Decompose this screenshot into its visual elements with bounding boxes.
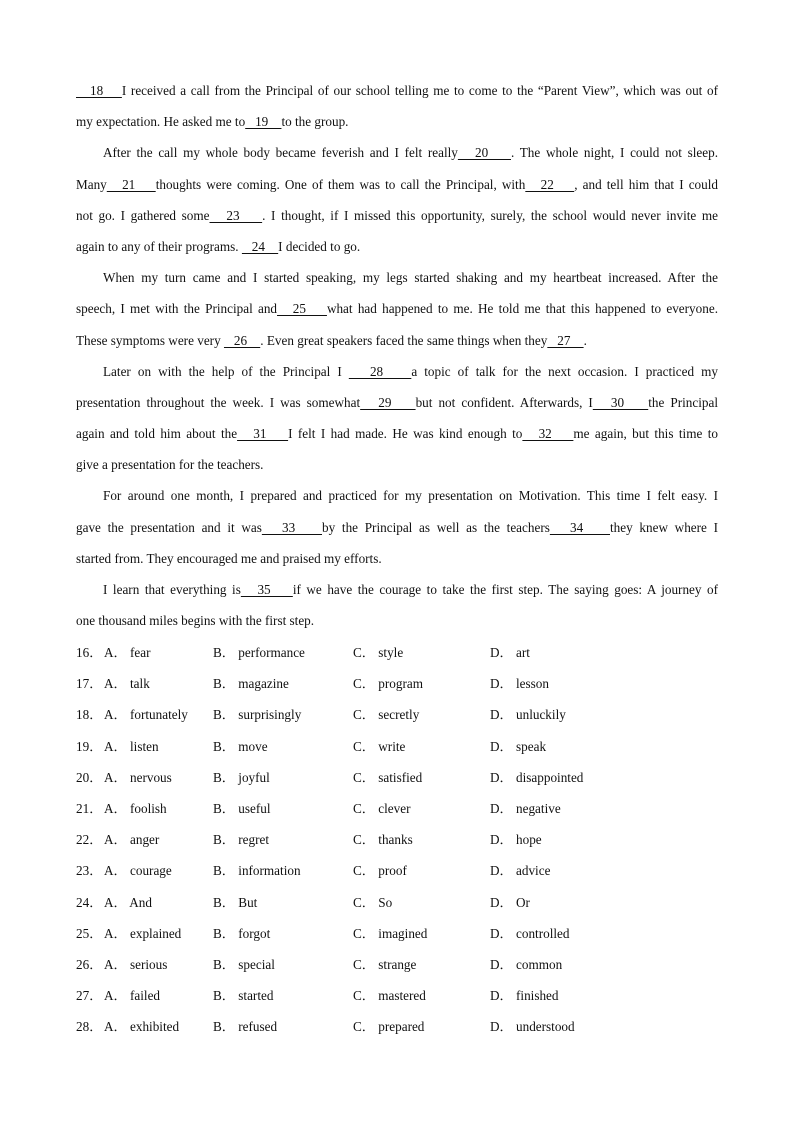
- option-b: B． surprisingly: [213, 707, 302, 723]
- question-number: 19．: [76, 738, 103, 754]
- option-a: A． listen: [104, 738, 159, 754]
- answer-blank: 24: [241, 238, 279, 254]
- passage-line: [76, 360, 718, 391]
- option-a: A． failed: [104, 988, 161, 1004]
- answer-blank: 21: [106, 176, 156, 192]
- passage-text: After the call my whole body became feverish and I felt really: [103, 145, 458, 161]
- passage-text: . Even great speakers faced the same things when they: [260, 332, 548, 348]
- answer-blank: 25: [277, 301, 327, 317]
- question-row: [76, 703, 736, 734]
- answer-blank: 31: [237, 426, 289, 442]
- option-a: A． foolish: [104, 800, 167, 816]
- answer-blank: 32: [522, 426, 574, 442]
- option-a: A． fear: [104, 645, 151, 660]
- question-row: [76, 1015, 736, 1046]
- option-c: C． strange: [353, 956, 417, 972]
- answer-blank: 22: [525, 176, 575, 192]
- answer-options: [76, 641, 736, 1046]
- question-row: [76, 641, 736, 672]
- passage-text: These symptoms were very: [76, 332, 224, 348]
- passage-text: gave the presentation and it was: [76, 519, 262, 535]
- passage-text: again to any of their programs.: [76, 238, 242, 254]
- option-b: B． regret: [213, 832, 270, 848]
- answer-blank: 23: [209, 207, 263, 223]
- question-number: 24．: [76, 894, 103, 910]
- passage-line: [76, 609, 718, 640]
- option-d: D． advice: [490, 863, 551, 879]
- passage-line: [76, 141, 718, 172]
- passage-line: [76, 204, 718, 235]
- question-row: [76, 859, 736, 890]
- passage-text: me again, but this time to: [573, 426, 718, 442]
- question-row: [76, 922, 736, 953]
- option-a: A． talk: [104, 676, 150, 692]
- option-c: C． style: [353, 645, 404, 660]
- option-a: A． fortunately: [104, 707, 188, 723]
- passage-text: a topic of talk for the next occasion. I practiced my: [411, 363, 719, 379]
- passage-text: , and tell him that I could: [574, 176, 718, 192]
- option-b: B． But: [213, 894, 258, 910]
- passage-text: give a presentation for the teachers.: [76, 457, 264, 473]
- passage-text: the Principal: [648, 394, 718, 410]
- passage-text: my expectation. He asked me to: [76, 114, 246, 130]
- question-number: 23．: [76, 863, 103, 879]
- passage-line: [76, 422, 718, 453]
- option-a: A． courage: [104, 863, 172, 879]
- option-c: C． secretly: [353, 707, 420, 723]
- question-row: [76, 953, 736, 984]
- question-number: 22．: [76, 832, 103, 848]
- answer-blank: 33: [261, 519, 323, 535]
- answer-blank: 19: [245, 114, 282, 130]
- passage-text: I learn that everything is: [103, 582, 241, 597]
- option-b: B． refused: [213, 1019, 278, 1035]
- question-number: 17．: [76, 676, 103, 692]
- cloze-passage: [76, 79, 718, 640]
- passage-text: not go. I gathered some: [76, 207, 210, 223]
- passage-text: they knew where I: [610, 519, 718, 535]
- option-c: C． thanks: [353, 832, 413, 848]
- option-b: B． magazine: [213, 676, 289, 692]
- passage-line: [76, 391, 718, 422]
- answer-blank: 35: [240, 582, 293, 597]
- question-number: 27．: [76, 988, 103, 1004]
- passage-text: Many: [76, 176, 107, 192]
- question-row: [76, 891, 736, 922]
- option-b: B． forgot: [213, 925, 271, 941]
- answer-blank: 18: [76, 83, 122, 98]
- answer-blank: 28: [348, 363, 412, 379]
- passage-line: [76, 516, 718, 547]
- passage-line: [76, 266, 718, 297]
- option-a: A． nervous: [104, 769, 172, 785]
- option-b: B． information: [213, 863, 301, 879]
- passage-text: by the Principal as well as the teachers: [322, 519, 550, 535]
- passage-line: [76, 578, 718, 609]
- passage-text: speech, I met with the Principal and: [76, 301, 278, 317]
- answer-blank: 20: [457, 145, 511, 161]
- answer-blank: 29: [360, 394, 416, 410]
- option-b: B． performance: [213, 645, 305, 660]
- question-number: 20．: [76, 769, 103, 785]
- option-d: D． art: [490, 645, 530, 660]
- option-c: C． write: [353, 738, 406, 754]
- answer-blank: 27: [547, 332, 584, 348]
- question-row: [76, 735, 736, 766]
- question-row: [76, 766, 736, 797]
- option-a: A． anger: [104, 832, 160, 848]
- option-c: C． So: [353, 894, 393, 910]
- passage-text: . The whole night, I could not sleep.: [510, 145, 719, 161]
- question-number: 25．: [76, 925, 103, 941]
- passage-line: [76, 173, 718, 204]
- passage-line: [76, 297, 718, 328]
- option-b: B． special: [213, 956, 275, 972]
- option-a: A． And: [104, 894, 152, 910]
- answer-blank: 34: [549, 519, 610, 535]
- passage-line: [76, 484, 718, 515]
- passage-text: .: [583, 332, 587, 348]
- question-row: [76, 672, 736, 703]
- passage-text: what had happened to me. He told me that this happened to everyone.: [326, 301, 718, 317]
- option-c: C． proof: [353, 863, 407, 879]
- option-b: B． useful: [213, 800, 271, 816]
- passage-text: thoughts were coming. One of them was to call the Principal, with: [155, 176, 526, 192]
- passage-text: started from. They encouraged me and praised my efforts.: [76, 550, 382, 566]
- question-row: [76, 797, 736, 828]
- passage-text: but not confident. Afterwards, I: [415, 394, 593, 410]
- passage-line: [76, 329, 718, 360]
- passage-text: . I thought, if I missed this opportunity, surely, the school would never invite me: [262, 207, 718, 223]
- passage-text: one thousand miles begins with the first step.: [76, 613, 315, 629]
- answer-blank: 26: [223, 332, 261, 348]
- question-row: [76, 828, 736, 859]
- option-d: D． speak: [490, 738, 547, 754]
- option-d: D． hope: [490, 832, 542, 848]
- option-c: C． satisfied: [353, 769, 423, 785]
- option-b: B． started: [213, 988, 274, 1004]
- option-d: D． Or: [490, 894, 530, 910]
- option-d: D． controlled: [490, 925, 570, 941]
- passage-text: When my turn came and I started speaking, my legs started shaking and my heartbeat increased. After the: [103, 270, 718, 286]
- option-a: A． exhibited: [104, 1019, 180, 1035]
- passage-line: [76, 235, 718, 266]
- passage-text: presentation throughout the week. I was somewhat: [76, 394, 361, 410]
- option-c: C． clever: [353, 800, 411, 816]
- option-b: B． move: [213, 738, 268, 754]
- passage-text: if we have the courage to take the first step. The saying goes: A journey of: [292, 582, 719, 597]
- passage-text: I decided to go.: [278, 238, 361, 254]
- option-d: D． lesson: [490, 676, 549, 692]
- option-a: A． explained: [104, 925, 182, 941]
- option-c: C． program: [353, 676, 423, 692]
- passage-text: I felt I had made. He was kind enough to: [288, 426, 523, 442]
- question-number: 16．: [76, 645, 103, 660]
- question-number: 28．: [76, 1019, 103, 1035]
- passage-text: For around one month, I prepared and practiced for my presentation on Motivation. This time I felt easy. I: [103, 488, 718, 504]
- option-c: C． prepared: [353, 1019, 425, 1035]
- passage-line: [76, 453, 718, 484]
- passage-text: again and told him about the: [76, 426, 238, 442]
- option-c: C． mastered: [353, 988, 426, 1004]
- passage-line: [76, 547, 718, 578]
- option-c: C． imagined: [353, 925, 428, 941]
- option-b: B． joyful: [213, 769, 270, 785]
- passage-text: Later on with the help of the Principal I: [103, 363, 349, 379]
- option-d: D． unluckily: [490, 707, 566, 723]
- option-d: D． finished: [490, 988, 559, 1004]
- passage-line: [76, 79, 718, 110]
- question-number: 21．: [76, 800, 103, 816]
- option-d: D． understood: [490, 1019, 575, 1035]
- question-number: 18．: [76, 707, 103, 723]
- answer-blank: 30: [592, 394, 649, 410]
- option-d: D． disappointed: [490, 769, 584, 785]
- option-d: D． negative: [490, 800, 561, 816]
- question-row: [76, 984, 736, 1015]
- option-a: A． serious: [104, 956, 168, 972]
- passage-text: to the group.: [281, 114, 349, 130]
- question-number: 26．: [76, 956, 103, 972]
- option-d: D． common: [490, 956, 563, 972]
- passage-text: I received a call from the Principal of our school telling me to come to the “Parent View”, which was out of: [121, 83, 718, 98]
- passage-line: [76, 110, 718, 141]
